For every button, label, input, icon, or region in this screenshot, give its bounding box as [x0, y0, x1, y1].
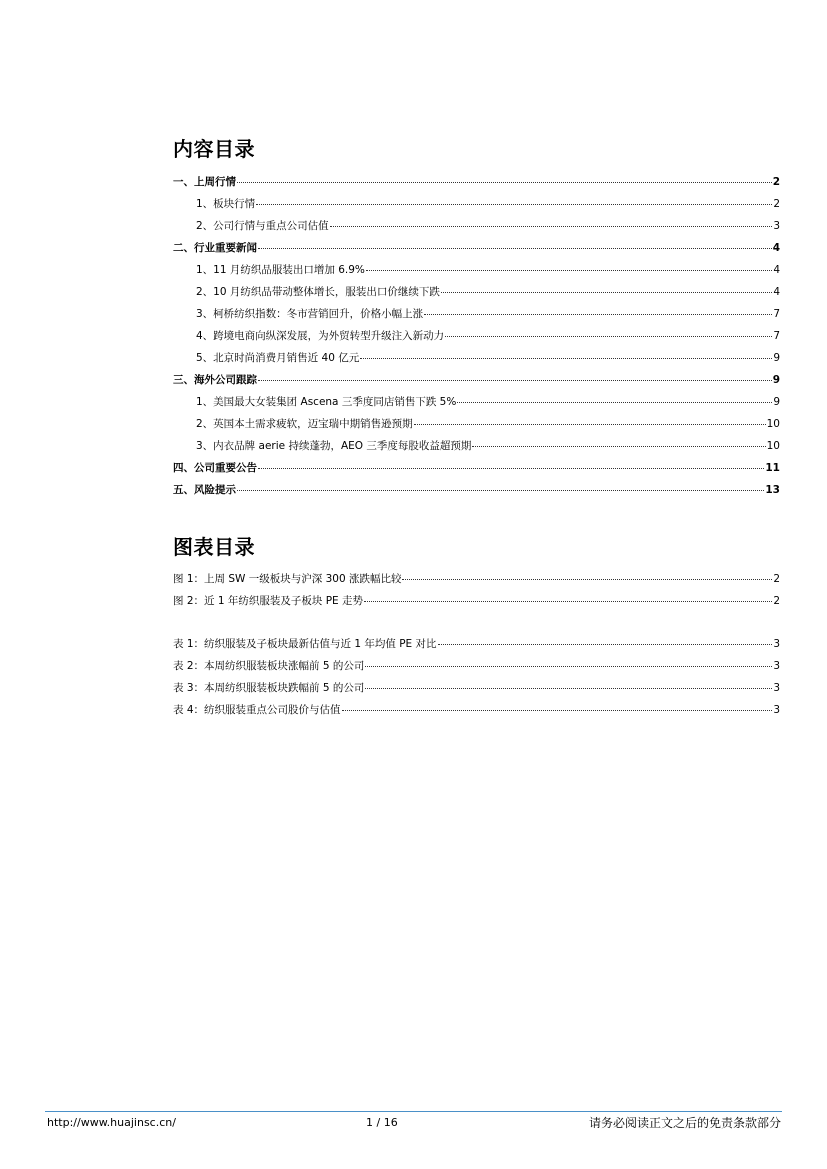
toc-entry-label: 1、美国最大女装集团 Ascena 三季度同店销售下跌 5% [196, 396, 457, 408]
toc-dot-leader [365, 665, 772, 667]
toc-dot-leader [330, 225, 773, 227]
toc-dot-leader [342, 709, 773, 711]
toc-entry-label: 4、跨境电商向纵深发展，为外贸转型升级注入新动力 [196, 330, 445, 342]
toc-entry-page: 9 [772, 374, 780, 386]
toc-entry-label: 一、上周行情 [173, 176, 236, 188]
toc-entry-label: 3、内衣品牌 aerie 持续蓬勃，AEO 三季度每股收益超预期 [196, 440, 472, 452]
toc-entry[interactable] [173, 418, 780, 440]
toc-entry-label: 表 4：纺织服装重点公司股价与估值 [173, 704, 341, 716]
toc-entry[interactable] [173, 462, 780, 484]
toc-entry[interactable] [173, 573, 780, 595]
toc-entry[interactable] [173, 484, 780, 506]
toc-entry[interactable] [173, 374, 780, 396]
toc-dot-leader [414, 423, 766, 425]
toc-entry[interactable] [173, 682, 780, 704]
toc-entry-page: 4 [772, 242, 780, 254]
toc-entry[interactable] [173, 440, 780, 462]
toc-entry-label: 3、柯桥纺织指数：冬市营销回升，价格小幅上涨 [196, 308, 424, 320]
toc-entry[interactable] [173, 198, 780, 220]
toc-dot-leader [472, 445, 765, 447]
toc-entry-page: 2 [773, 198, 780, 210]
toc-dot-leader [365, 687, 772, 689]
toc-entry-page: 4 [773, 286, 780, 298]
contents-title: 内容目录 [173, 137, 255, 161]
toc-entry[interactable] [173, 352, 780, 374]
toc-dot-leader [237, 181, 772, 183]
toc-entry-label: 四、公司重要公告 [173, 462, 257, 474]
toc-entry-page: 13 [765, 484, 780, 496]
toc-entry-label: 表 1：纺织服装及子板块最新估值与近 1 年均值 PE 对比 [173, 638, 437, 650]
toc-dot-leader [438, 643, 773, 645]
toc-entry-page: 2 [772, 176, 780, 188]
list-spacer [173, 617, 780, 638]
toc-entry[interactable] [173, 638, 780, 660]
toc-entry-label: 图 1：上周 SW 一级板块与沪深 300 涨跌幅比较 [173, 573, 402, 585]
toc-dot-leader [360, 357, 772, 359]
toc-dot-leader [366, 269, 772, 271]
toc-entry-page: 3 [773, 682, 780, 694]
footer-page-indicator: 1 / 16 [366, 1116, 398, 1129]
toc-entry-page: 2 [773, 595, 780, 607]
toc-entry-label: 表 2：本周纺织服装板块涨幅前 5 的公司 [173, 660, 365, 672]
toc-entry[interactable] [173, 595, 780, 617]
toc-entry-page: 3 [773, 638, 780, 650]
toc-dot-leader [445, 335, 772, 337]
toc-entry-page: 3 [773, 220, 780, 232]
toc-dot-leader [237, 489, 764, 491]
toc-entry-page: 3 [773, 660, 780, 672]
contents-list [173, 176, 780, 506]
figures-list [173, 573, 780, 726]
toc-entry[interactable] [173, 396, 780, 418]
toc-entry-page: 4 [773, 264, 780, 276]
toc-entry-label: 二、行业重要新闻 [173, 242, 257, 254]
toc-dot-leader [258, 247, 772, 249]
toc-entry-label: 2、英国本土需求疲软，迈宝瑞中期销售逊预期 [196, 418, 413, 430]
footer-divider [45, 1111, 782, 1112]
toc-entry[interactable] [173, 176, 780, 198]
toc-entry[interactable] [173, 308, 780, 330]
toc-dot-leader [457, 401, 772, 403]
toc-entry-page: 10 [766, 418, 780, 430]
footer-disclaimer: 请务必阅读正文之后的免责条款部分 [588, 1116, 781, 1130]
toc-entry-label: 1、板块行情 [196, 198, 256, 210]
toc-entry-page: 10 [766, 440, 780, 452]
toc-entry-page: 2 [773, 573, 780, 585]
toc-entry-label: 1、11 月纺织品服装出口增加 6.9% [196, 264, 365, 276]
toc-entry[interactable] [173, 220, 780, 242]
toc-entry[interactable] [173, 242, 780, 264]
toc-entry-label: 三、海外公司跟踪 [173, 374, 257, 386]
toc-entry-page: 9 [773, 352, 780, 364]
toc-entry[interactable] [173, 264, 780, 286]
toc-dot-leader [256, 203, 772, 205]
figures-title: 图表目录 [173, 535, 255, 559]
toc-entry-page: 7 [773, 330, 780, 342]
footer-url-link[interactable]: http://www.huajinsc.cn/ [47, 1116, 176, 1129]
toc-entry-label: 图 2：近 1 年纺织服装及子板块 PE 走势 [173, 595, 364, 607]
toc-dot-leader [441, 291, 772, 293]
toc-entry-page: 3 [773, 704, 780, 716]
toc-entry[interactable] [173, 330, 780, 352]
toc-dot-leader [424, 313, 772, 315]
toc-entry-page: 7 [773, 308, 780, 320]
toc-dot-leader [402, 578, 772, 580]
toc-entry-label: 表 3：本周纺织服装板块跌幅前 5 的公司 [173, 682, 365, 694]
toc-entry[interactable] [173, 286, 780, 308]
toc-dot-leader [258, 467, 764, 469]
toc-dot-leader [258, 379, 772, 381]
toc-entry-page: 11 [765, 462, 780, 474]
toc-entry[interactable] [173, 660, 780, 682]
toc-entry-label: 5、北京时尚消费月销售近 40 亿元 [196, 352, 360, 364]
toc-dot-leader [364, 600, 772, 602]
toc-entry-label: 2、公司行情与重点公司估值 [196, 220, 329, 232]
toc-entry[interactable] [173, 704, 780, 726]
toc-entry-page: 9 [773, 396, 780, 408]
toc-entry-label: 五、风险提示 [173, 484, 236, 496]
toc-entry-label: 2、10 月纺织品带动整体增长，服装出口价继续下跌 [196, 286, 440, 298]
